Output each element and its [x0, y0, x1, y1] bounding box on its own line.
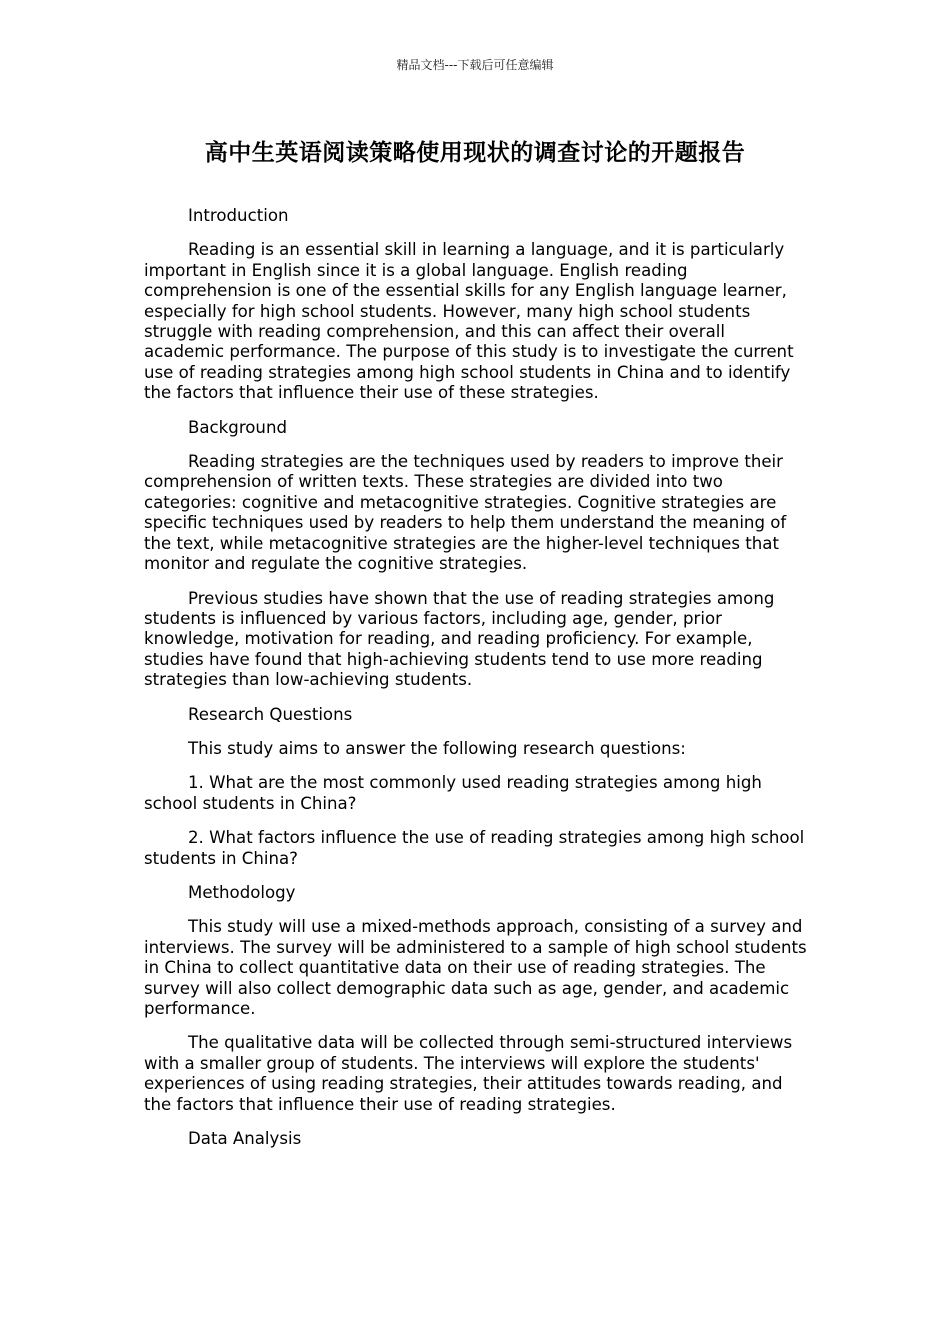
document-title: 高中生英语阅读策略使用现状的调查讨论的开题报告 [204, 140, 746, 166]
paragraph: Reading is an essential skill in learning a language, and it is particularly important in English since it is a global language. English reading comprehension is one of the essential skills for any English language learner, especially for high school students. However, many high school students struggle with reading comprehension, and this can affect their overall academic performance. The purpose of this study is to investigate the current use of reading strategies among high school students in China and to identify the factors that influence their use of these strategies. [144, 240, 794, 403]
list-item: 1. What are the most commonly used reading strategies among high school students in China? [144, 773, 762, 813]
header-note: 精品文档---下载后可任意编辑 [396, 58, 554, 72]
paragraph: This study will use a mixed-methods approach, consisting of a survey and interviews. The survey will be administered to a sample of high school students in China to collect quantitative data on their use of reading strategies. The survey will also collect demographic data such as age, gender, and academic performance. [144, 917, 807, 1018]
paragraph: Reading strategies are the techniques used by readers to improve their comprehension of written texts. These strategies are divided into two categories: cognitive and metacognitive strategies. Cognitive strategies are specific techniques used by readers to help them understand the meaning of the text, while metacognitive strategies are the higher-level techniques that monitor and regulate the cognitive strategies. [144, 452, 787, 574]
section-heading-background: Background [188, 417, 287, 437]
section-heading-data-analysis: Data Analysis [188, 1129, 302, 1149]
section-heading-research-questions: Research Questions [188, 704, 353, 724]
section-heading-introduction: Introduction [188, 206, 289, 225]
paragraph: The qualitative data will be collected through semi-structured interviews with a smaller group of students. The interviews will explore the students' experiences of using reading strategies, their attitudes towards reading, and the factors that influence their use of reading strategies. [144, 1033, 793, 1114]
document-body [144, 206, 810, 1163]
paragraph: This study aims to answer the following research questions: [188, 738, 686, 758]
paragraph: Previous studies have shown that the use of reading strategies among students is influenced by various factors, including age, gender, prior knowledge, motivation for reading, and reading proficiency. For example, studies have found that high-achieving students tend to use more reading strategies than low-achieving students. [144, 588, 775, 690]
section-heading-methodology: Methodology [188, 882, 296, 902]
list-item: 2. What factors influence the use of reading strategies among high school students in China? [144, 828, 805, 868]
